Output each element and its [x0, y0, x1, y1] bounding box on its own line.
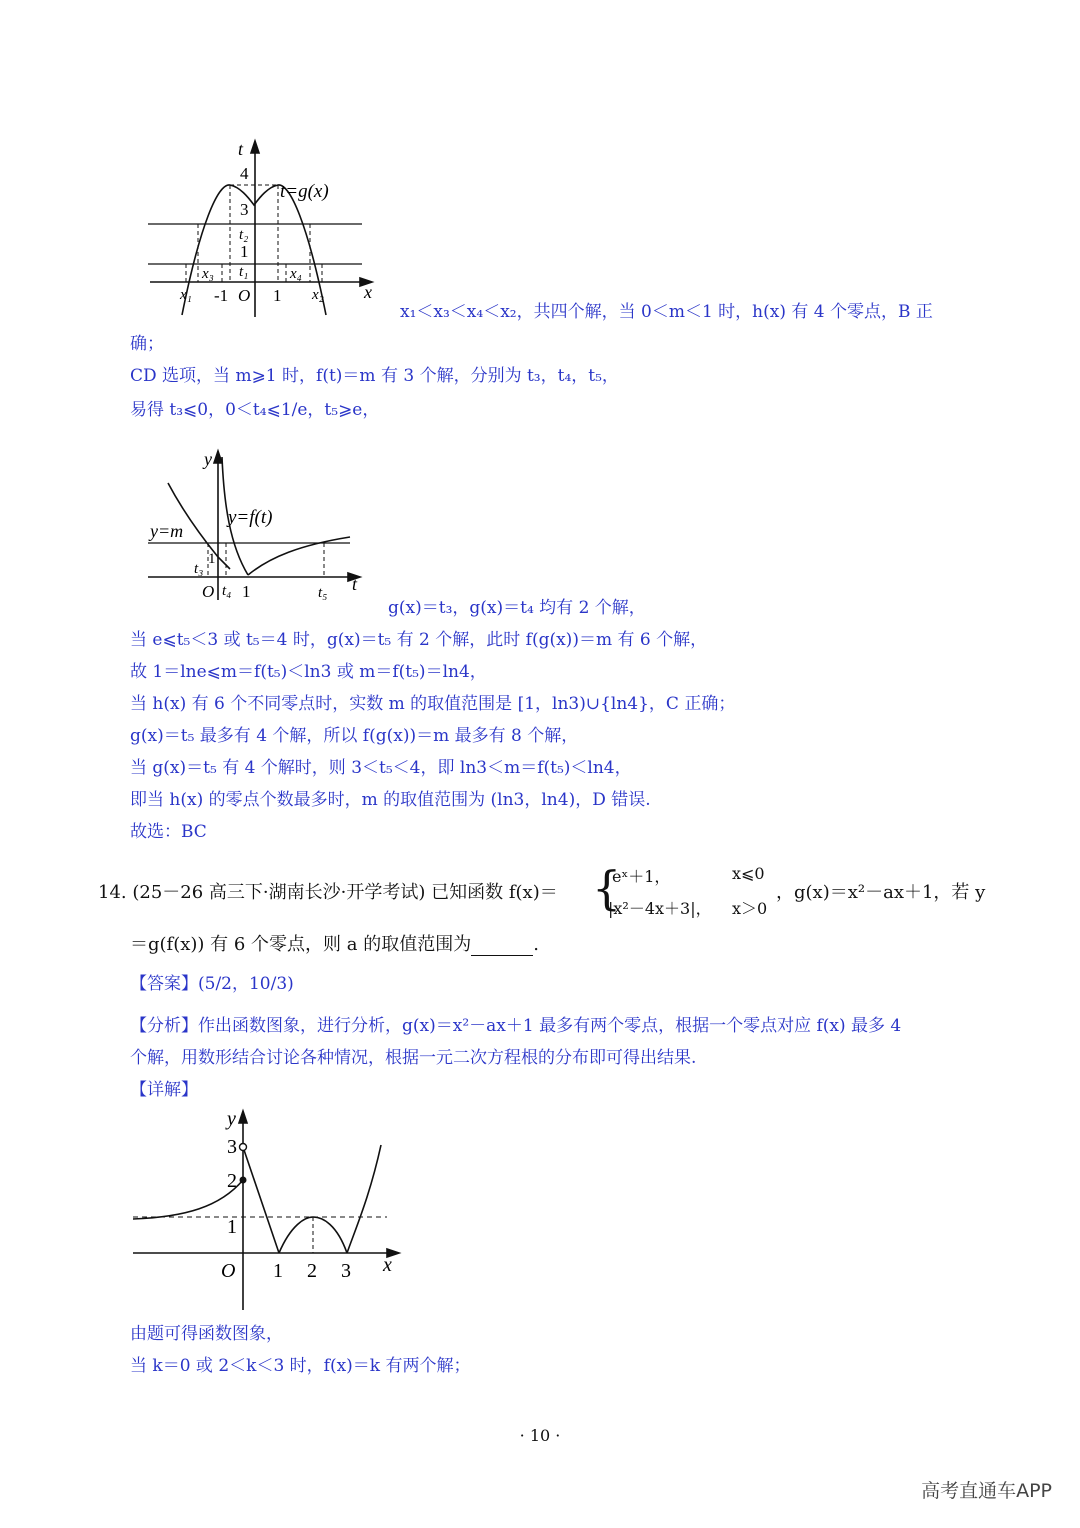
label-minus1: -1 [214, 286, 229, 305]
answer-row [130, 972, 294, 996]
analysis-line2: 个解，用数形结合讨论各种情况，根据一元二次方程根的分布即可得出结果. [130, 1048, 697, 1068]
case1-cond: x⩽0 [732, 864, 765, 883]
hline-label: y=m [150, 521, 184, 541]
label-one: 1 [273, 286, 282, 305]
label-origin: O [221, 1260, 236, 1282]
tick-t1: t₁ [239, 264, 249, 280]
label-one-t: 1 [242, 582, 251, 601]
tick-3: 3 [227, 1136, 237, 1158]
question-text-a: 已知函数 f(x)＝ [431, 882, 558, 903]
case2-expr: |x²－4x＋3|， [608, 899, 712, 918]
question-source: (25－26 高三下·湖南长沙·开学考试) [132, 882, 426, 903]
label-t5: t₅ [318, 585, 328, 601]
tick-2: 2 [227, 1170, 237, 1192]
solution-line-5: 当 g(x)＝t₅ 有 4 个解时，则 3＜t₅＜4，即 ln3＜m＝f(t₅)＜ln4， [130, 758, 632, 778]
x-axis-label: x [383, 1254, 392, 1276]
question-text-b: ，g(x)＝x²－ax＋1，若 y [776, 882, 986, 903]
label-t3: t₃ [194, 561, 204, 577]
solution-line-7: 故选：BC [130, 822, 207, 842]
tick-1: 1 [240, 242, 249, 261]
figure-g-graph [140, 135, 390, 325]
t-axis-label: t [352, 574, 358, 594]
y-axis-label: y [227, 1108, 236, 1130]
end-line-2: 当 k＝0 或 2＜k＜3 时，f(x)＝k 有两个解； [130, 1356, 471, 1376]
solution-line-4: g(x)＝t₅ 最多有 4 个解，所以 f(g(x))＝m 最多有 8 个解， [130, 726, 579, 746]
figure-f-graph [140, 445, 370, 605]
label-t4: t₄ [222, 583, 232, 599]
detail-tag: 【详解】 [130, 1080, 198, 1100]
analysis-tag: 【分析】 [130, 1016, 198, 1036]
tick-1: 1 [227, 1216, 237, 1238]
line-b-end: 确； [130, 334, 164, 354]
label-origin: O [202, 582, 215, 601]
curve-label: y=f(t) [228, 507, 273, 528]
x-axis-label: x [364, 282, 372, 302]
solution-line-2: 故 1＝lne⩽m＝f(t₅)＜ln3 或 m＝f(t₅)＝ln4， [130, 662, 487, 682]
piecewise-brace: { [592, 861, 622, 915]
solution-line-6: 即当 h(x) 的零点个数最多时，m 的取值范围为 (ln3，ln4)，D 错误. [130, 790, 651, 810]
x-tick-1: 1 [273, 1260, 283, 1282]
tick-t2: t₂ [239, 227, 249, 243]
line-cd: CD 选项，当 m⩾1 时，f(t)＝m 有 3 个解，分别为 t₃，t₄，t₅， [130, 366, 619, 386]
case1-expr: eˣ＋1， [612, 867, 671, 886]
page-number: · 10 · [519, 1426, 561, 1445]
question-14-line1 [98, 878, 558, 904]
question-line2: ＝g(f(x)) 有 6 个零点，则 a 的取值范围为 [130, 934, 472, 955]
tick-1-y: 1 [208, 551, 216, 567]
x-tick-3: 3 [341, 1260, 351, 1282]
answer-blank [471, 937, 533, 956]
solution-line-1: 当 e⩽t₅＜3 或 t₅＝4 时，g(x)＝t₅ 有 2 个解，此时 f(g(x))＝m 有 6 个解， [130, 630, 708, 650]
label-x1: x₁ [180, 287, 192, 303]
solution-line-3: 当 h(x) 有 6 个不同零点时，实数 m 的取值范围是 [1，ln3)∪{ln4}，C 正确； [130, 694, 736, 714]
question-number: 14. [98, 882, 127, 903]
figure1-caption: x₁＜x₃＜x₄＜x₂，共四个解，当 0＜m＜1 时，h(x) 有 4 个零点，B 正 [400, 302, 933, 322]
figure2-caption: g(x)＝t₃，g(x)＝t₄ 均有 2 个解， [388, 598, 646, 618]
question-14-line2 [130, 930, 539, 956]
answer-tag: 【答案】 [130, 974, 198, 994]
label-origin: O [238, 286, 251, 305]
case2-cond: x＞0 [732, 899, 768, 918]
analysis-row-1 [130, 1014, 901, 1038]
end-line-1: 由题可得函数图象， [130, 1324, 283, 1344]
label-x2: x₂ [312, 287, 324, 303]
question-line2-end: . [533, 934, 539, 955]
curve-label: t=g(x) [280, 181, 329, 202]
x-tick-2: 2 [307, 1260, 317, 1282]
figure-fx-graph [125, 1105, 415, 1315]
label-x3: x₃ [202, 266, 214, 282]
answer-value: (5/2，10/3) [198, 974, 294, 994]
analysis-line1: 作出函数图象，进行分析，g(x)＝x²－ax＋1 最多有两个零点，根据一个零点对应 f(x) 最多 4 [198, 1016, 902, 1036]
t-axis-label: t [238, 139, 244, 159]
watermark: 高考直通车APP [921, 1480, 1052, 1502]
tick-3: 3 [240, 200, 249, 219]
y-axis-label: y [204, 449, 212, 469]
line-easy: 易得 t₃⩽0，0＜t₄⩽1/e，t₅⩾e， [130, 400, 380, 420]
tick-4: 4 [240, 164, 249, 183]
label-x4: x₄ [290, 266, 302, 282]
